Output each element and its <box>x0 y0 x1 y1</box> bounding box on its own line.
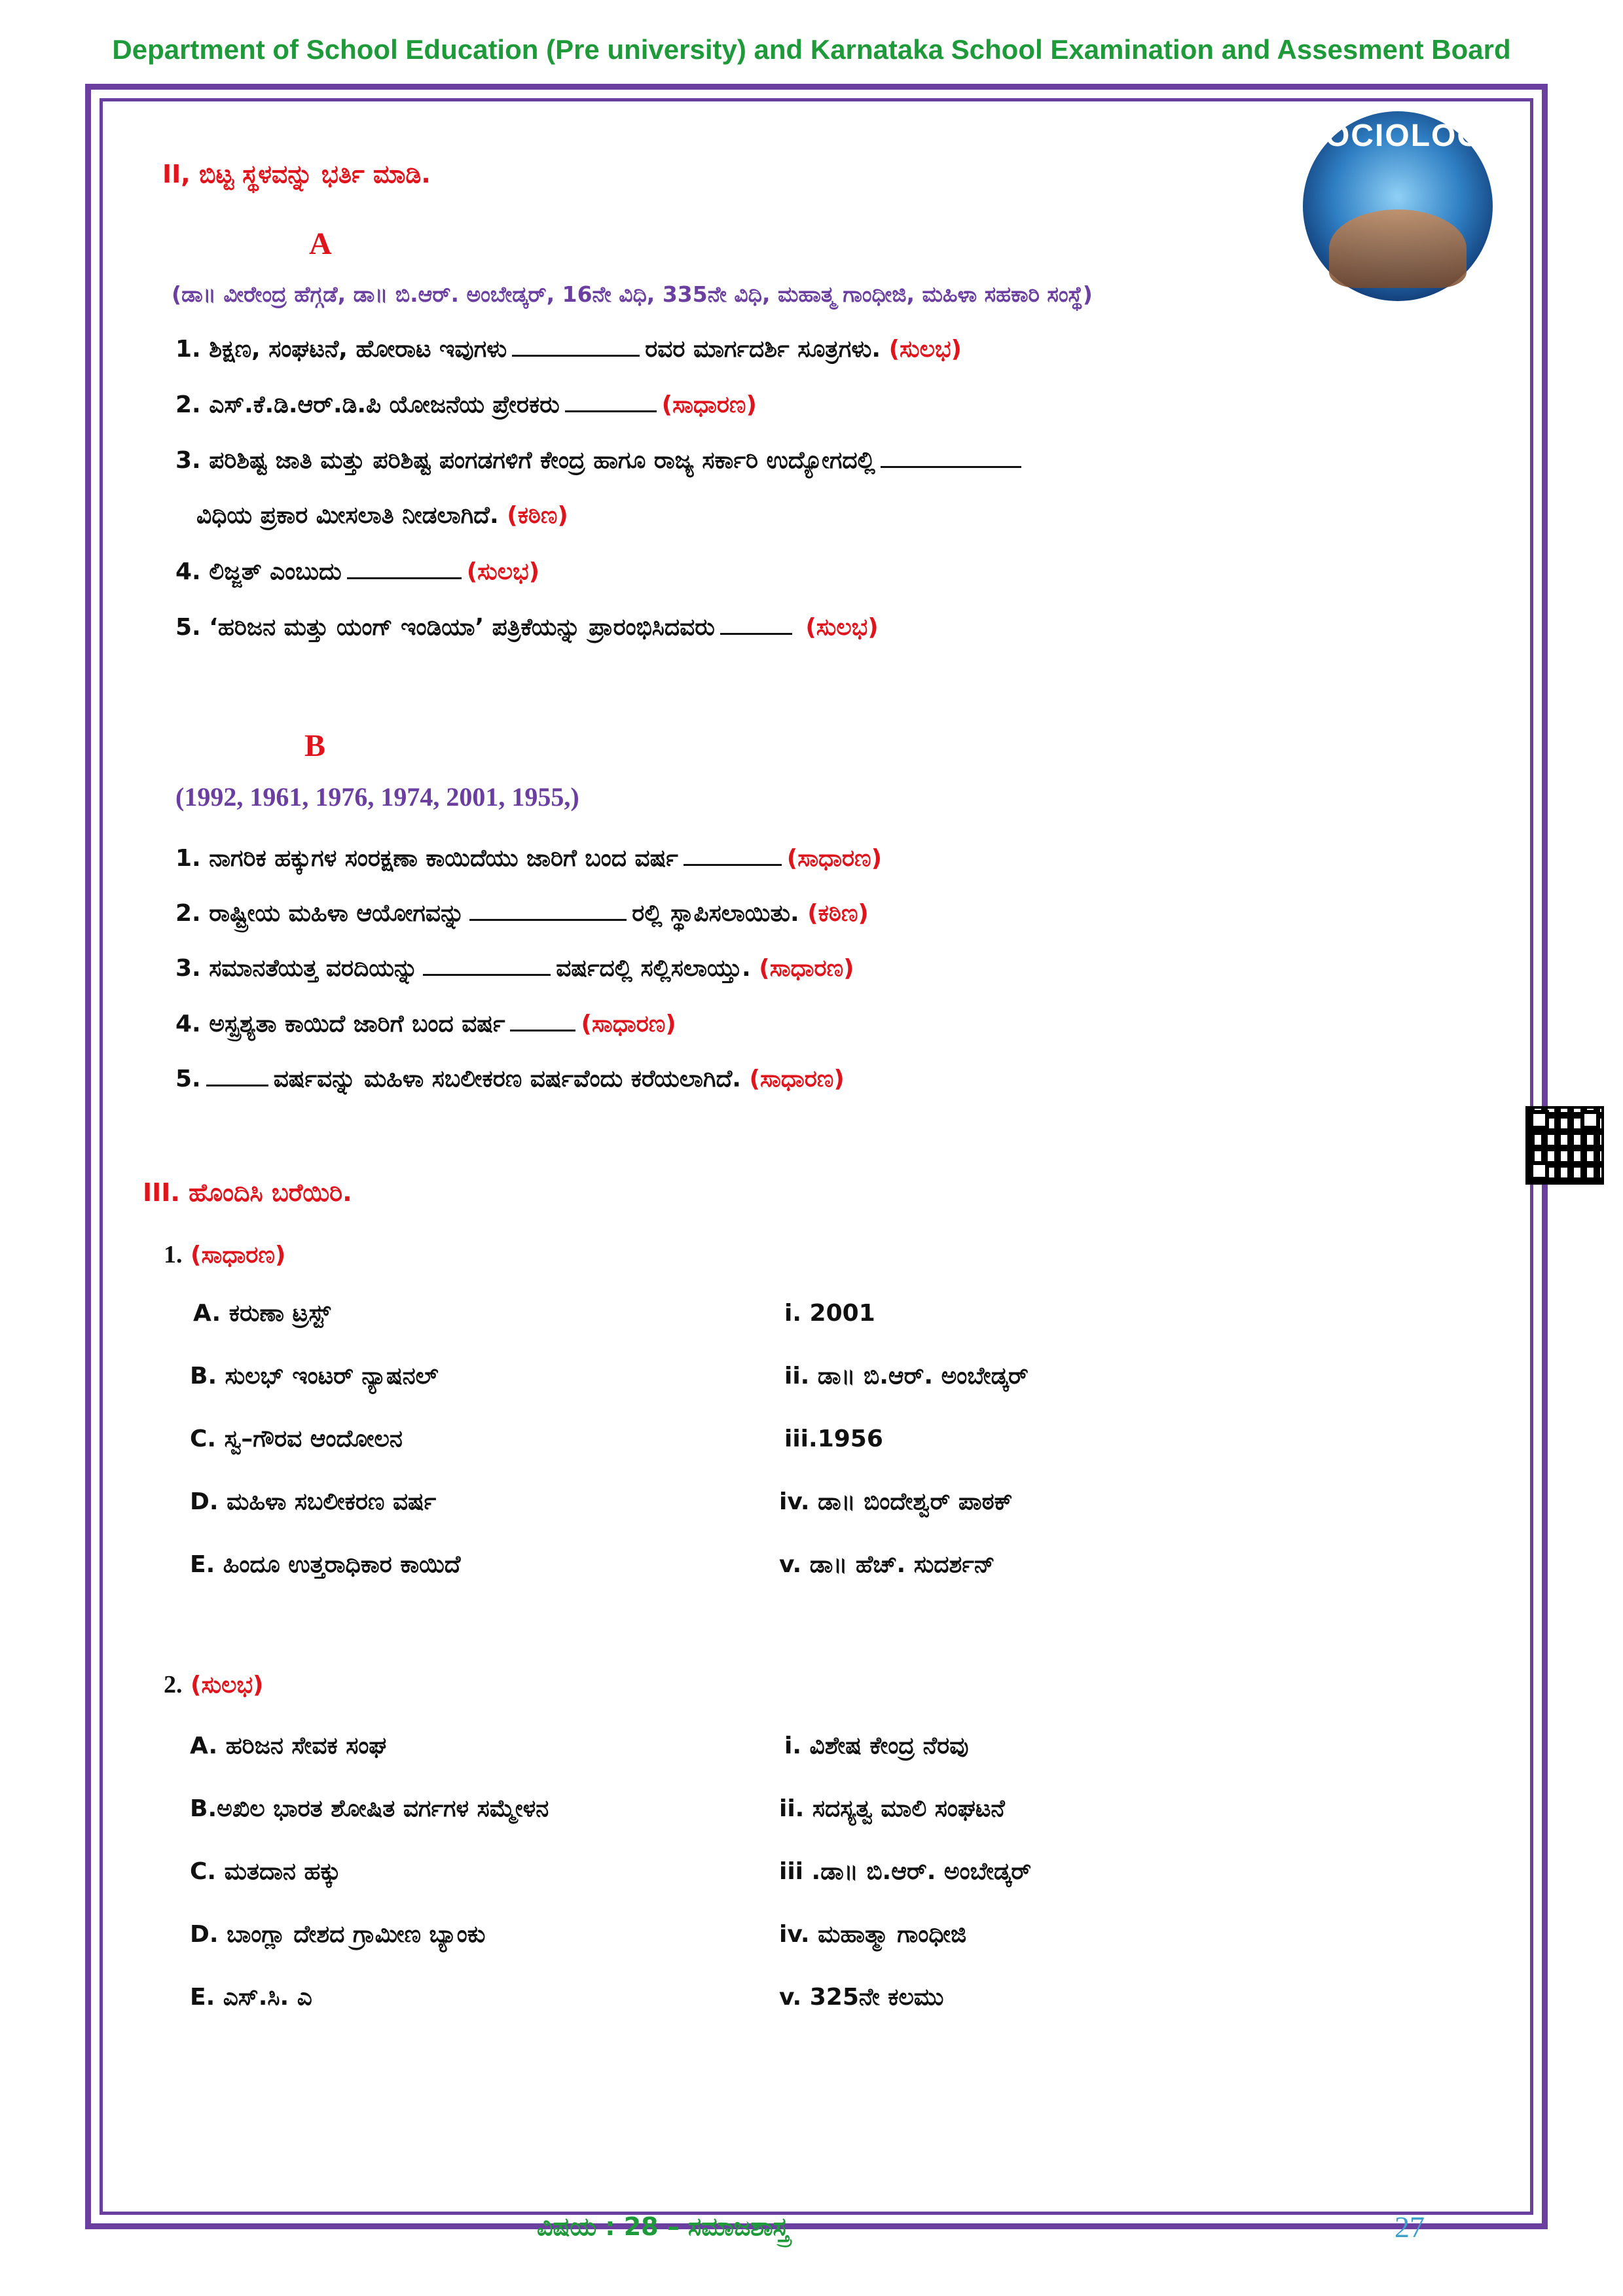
answer-blank <box>684 844 782 866</box>
difficulty-tag: (ಸಾಧಾರಣ) <box>661 391 757 418</box>
set1-right-ii: ii. ಡಾ॥ ಬಿ.ಆರ್. ಅಂಬೇಡ್ಕರ್ <box>784 1363 1029 1390</box>
page-header: Department of School Education (Pre university) and Karnataka School Examination and Assesment Board <box>112 34 1511 65</box>
page-number: 27 <box>1395 2210 1425 2244</box>
part-a-options: (ಡಾ॥ ವೀರೇಂದ್ರ ಹೆಗ್ಗಡೆ, ಡಾ॥ ಬಿ.ಆರ್. ಅಂಬೇಡ್ಕರ್, 16ನೇ ವಿಧಿ, 335ನೇ ವಿಧಿ, ಮಹಾತ್ಮ ಗಾಂಧೀಜಿ, ಮಹಿಳಾ ಸಹಕಾರಿ ಸಂಸ್ಥೆ) <box>172 281 1093 307</box>
set1-left-b: B. ಸುಲಭ್ ಇಂಟರ್ ನ್ಯಾಷನಲ್ <box>190 1363 439 1390</box>
set2-right-v: v. 325ನೇ ಕಲಮು <box>779 1984 944 2011</box>
difficulty-tag: (ಸಾಧಾರಣ) <box>786 845 883 872</box>
a-question-3-cont <box>196 502 568 529</box>
b-question-1 <box>175 844 882 872</box>
difficulty-tag: (ಸಾಧಾರಣ) <box>581 1011 676 1037</box>
qr-corner <box>1529 1161 1549 1181</box>
answer-blank <box>469 899 627 921</box>
qr-code <box>1525 1106 1604 1185</box>
difficulty-tag: (ಸುಲಭ) <box>805 614 879 641</box>
b-q2-text: 2. ರಾಷ್ಟ್ರೀಯ ಮಹಿಳಾ ಆಯೋಗವನ್ನು <box>175 900 465 927</box>
b-question-3 <box>175 954 854 982</box>
set1-left-d: D. ಮಹಿಳಾ ಸಬಲೀಕರಣ ವರ್ಷ <box>190 1488 437 1515</box>
part-a-label: A <box>309 226 332 261</box>
a-q3-line2: ವಿಧಿಯ ಪ್ರಕಾರ ಮೀಸಲಾತಿ ನೀಡಲಾಗಿದೆ. <box>196 502 499 529</box>
set1-right-iii: iii.1956 <box>784 1426 883 1452</box>
b-q4-text: 4. ಅಸ್ಪ್ರಶ್ಯತಾ ಕಾಯಿದೆ ಜಾರಿಗೆ ಬಂದ ವರ್ಷ <box>175 1011 505 1037</box>
a-question-1 <box>175 335 962 363</box>
set1-left-c: C. ಸ್ವ–ಗೌರವ ಆಂದೋಲನ <box>190 1426 403 1452</box>
answer-blank <box>881 446 1021 468</box>
b-q3-text: 3. ಸಮಾನತೆಯತ್ತ ವರದಿಯನ್ನು <box>175 955 418 982</box>
difficulty-tag: (ಕಠಿಣ) <box>807 900 869 927</box>
part-b-label: B <box>304 728 326 763</box>
b-q5-text-after: ವರ್ಷವನ್ನು ಮಹಿಳಾ ಸಬಲೀಕರಣ ವರ್ಷವೆಂದು ಕರೆಯಲಾಗಿದೆ. <box>273 1066 741 1092</box>
b-question-4 <box>175 1010 676 1038</box>
set2-right-iii: iii .ಡಾ॥ ಬಿ.ಆರ್. ಅಂಬೇಡ್ಕರ್ <box>779 1858 1032 1885</box>
answer-blank <box>347 558 462 579</box>
a-question-2 <box>175 391 757 419</box>
a-question-5 <box>175 613 879 641</box>
answer-blank <box>423 954 551 976</box>
answer-blank <box>206 1065 268 1086</box>
answer-blank <box>510 1010 575 1031</box>
a-question-4 <box>175 558 539 586</box>
set2-left-d: D. ಬಾಂಗ್ಲಾ ದೇಶದ ಗ್ರಾಮೀಣ ಬ್ಯಾಂಕು <box>190 1921 486 1948</box>
b-question-2 <box>175 899 869 927</box>
a-q1-text-after: ರವರ ಮಾರ್ಗದರ್ಶಿ ಸೂತ್ರಗಳು. <box>645 336 881 363</box>
hands-graphic <box>1329 209 1467 288</box>
difficulty-tag: (ಸಾಧಾರಣ) <box>749 1066 845 1092</box>
page-footer-subject: ವಿಷಯ : 28 – ಸಮಾಜಶಾಸ್ತ್ರ <box>537 2212 790 2241</box>
b-q3-text-after: ವರ್ಷದಲ್ಲಿ ಸಲ್ಲಿಸಲಾಯ್ತು. <box>556 955 751 982</box>
answer-blank <box>720 613 792 635</box>
a-question-3 <box>175 446 1027 475</box>
difficulty-tag: (ಸುಲಭ) <box>191 1672 264 1698</box>
difficulty-tag: (ಸಾಧಾರಣ) <box>191 1242 286 1268</box>
set-2-heading <box>164 1670 263 1699</box>
b-q5-text: 5. <box>175 1066 201 1092</box>
answer-blank <box>565 391 657 412</box>
set1-left-a: A. ಕರುಣಾ ಟ್ರಸ್ಟ್ <box>193 1300 331 1327</box>
set1-right-v: v. ಡಾ॥ ಹೆಚ್. ಸುದರ್ಶನ್ <box>779 1551 995 1578</box>
section-3-title: III. ಹೊಂದಿಸಿ ಬರೆಯಿರಿ. <box>143 1178 352 1207</box>
set2-right-ii: ii. ಸದಸ್ಯತ್ವ ಮಾಲಿ ಸಂಘಟನೆ <box>779 1795 1005 1822</box>
a-q5-text: 5. ‘ಹರಿಜನ ಮತ್ತು ಯಂಗ್ ಇಂಡಿಯಾ’ ಪತ್ರಿಕೆಯನ್ನು ಪ್ರಾರಂಭಿಸಿದವರು <box>175 614 715 641</box>
a-q2-text: 2. ಎಸ್.ಕೆ.ಡಿ.ಆರ್.ಡಿ.ಪಿ ಯೋಜನೆಯ ಪ್ರೇರಕರು <box>175 391 560 418</box>
set-2-label: 2. <box>164 1671 183 1698</box>
set-1-label: 1. <box>164 1241 183 1268</box>
set2-left-b: B.ಅಖಿಲ ಭಾರತ ಶೋಷಿತ ವರ್ಗಗಳ ಸಮ್ಮೇಳನ <box>190 1795 549 1822</box>
a-q1-text: 1. ಶಿಕ್ಷಣ, ಸಂಘಟನೆ, ಹೋರಾಟ ಇವುಗಳು <box>175 336 507 363</box>
a-q4-text: 4. ಲಿಜ್ಜತ್ ಎಂಬುದು <box>175 558 342 585</box>
set2-right-i: i. ವಿಶೇಷ ಕೇಂದ್ರ ನೆರವು <box>784 1732 969 1759</box>
qr-corner <box>1529 1110 1549 1130</box>
set1-left-e: E. ಹಿಂದೂ ಉತ್ತರಾಧಿಕಾರ ಕಾಯಿದೆ <box>190 1551 461 1578</box>
logo-text: SOCIOLOGY <box>1303 118 1505 153</box>
section-2-title: II, ಬಿಟ್ಟ ಸ್ಥಳವನ್ನು ಭರ್ತಿ ಮಾಡಿ. <box>162 160 431 188</box>
set1-right-i: i. 2001 <box>784 1300 875 1327</box>
qr-corner <box>1580 1110 1600 1130</box>
set-1-heading <box>164 1240 285 1269</box>
difficulty-tag: (ಕಠಿಣ) <box>507 502 568 529</box>
difficulty-tag: (ಸುಲಭ) <box>466 558 540 585</box>
set2-left-a: A. ಹರಿಜನ ಸೇವಕ ಸಂಘ <box>190 1732 387 1759</box>
a-q3-text: 3. ಪರಿಶಿಷ್ಟ ಜಾತಿ ಮತ್ತು ಪರಿಶಿಷ್ಟ ಪಂಗಡಗಳಿಗೆ ಕೇಂದ್ರ ಹಾಗೂ ರಾಜ್ಯ ಸರ್ಕಾರಿ ಉದ್ಯೋಗದಲ್ಲಿ <box>175 447 875 474</box>
b-q2-text-after: ರಲ್ಲಿ ಸ್ಥಾಪಿಸಲಾಯಿತು. <box>632 900 799 927</box>
b-question-5 <box>175 1065 845 1093</box>
answer-blank <box>512 335 640 357</box>
difficulty-tag: (ಸುಲಭ) <box>888 336 962 363</box>
set2-right-iv: iv. ಮಹಾತ್ಮಾ ಗಾಂಧೀಜಿ <box>779 1921 967 1948</box>
difficulty-tag: (ಸಾಧಾರಣ) <box>759 955 854 982</box>
part-b-options: (1992, 1961, 1976, 1974, 2001, 1955,) <box>175 782 579 812</box>
b-q1-text: 1. ನಾಗರಿಕ ಹಕ್ಕುಗಳ ಸಂರಕ್ಷಣಾ ಕಾಯಿದೆಯು ಜಾರಿಗೆ ಬಂದ ವರ್ಷ <box>175 845 678 872</box>
set2-left-e: E. ಎಸ್.ಸಿ. ಎ <box>190 1984 312 2011</box>
set1-right-iv: iv. ಡಾ॥ ಬಿಂದೇಶ್ವರ್ ಪಾಠಕ್ <box>779 1488 1013 1515</box>
set2-left-c: C. ಮತದಾನ ಹಕ್ಕು <box>190 1858 341 1885</box>
sociology-logo <box>1303 111 1505 301</box>
